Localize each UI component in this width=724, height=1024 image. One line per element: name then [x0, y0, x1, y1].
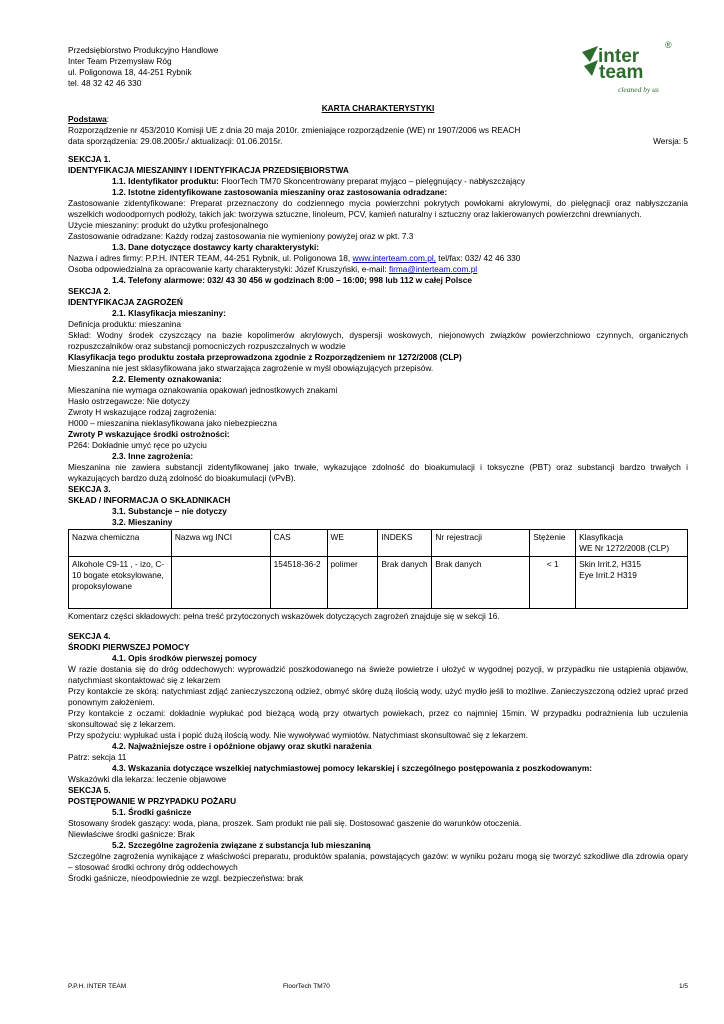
- subsection-1-4: 1.4. Telefony alarmowe: 032/ 43 30 456 w godzinach 8:00 – 16:00; 998 lub 112 w całej Polsce: [112, 275, 473, 285]
- subsection-1-2-label: 1.2. Istotne zidentyfikowane zastosowania mieszaniny oraz zastosowania odradzane:: [112, 187, 448, 197]
- basis-label: Podstawa: [68, 114, 107, 124]
- paragraph: Przy kontakcie z oczami: dokładnie wypłukać pod bieżącą wodą przy otwartych powiekach, przez co najmniej 15min. W przypadku podrażnienia lub uczulenia skonsultować się z lekarzem.: [68, 708, 688, 729]
- registered-mark: ®: [665, 40, 672, 50]
- logo-tagline: cleaned by us: [618, 85, 659, 94]
- paragraph: Hasło ostrzegawcze: Nie dotyczy: [68, 396, 190, 406]
- paragraph-bold: Zwroty P wskazujące środki ostrożności:: [68, 429, 230, 439]
- paragraph: Mieszanina nie wymaga oznakowania opakowań jednostkowych znakami: [68, 385, 338, 395]
- footer-company: P.P.H. INTER TEAM: [68, 983, 127, 990]
- table-header-row: [69, 530, 688, 557]
- basis-text: Rozporządzenie nr 453/2010 Komisji UE z dnia 20 maja 2010r. zmieniające rozporządzenie (WE) nr 1907/2006 ws REACH: [68, 125, 521, 135]
- text-span: Nazwa i adres firmy: P.P.H. INTER TEAM, 44-251 Rybnik, ul. Poligonowa 18,: [68, 253, 353, 263]
- section-2-title: IDENTYFIKACJA ZAGROŻEŃ: [68, 297, 183, 307]
- document-version: Wersja: 5: [653, 136, 688, 146]
- section-5-title: POSTĘPOWANIE W PRZYPADKU POŻARU: [68, 796, 237, 806]
- basis-heading: [68, 114, 688, 125]
- subsection-4-2-label: 4.2. Najważniejsze ostre i opóźnione objawy oraz skutki narażenia: [112, 741, 372, 751]
- subsection-4-3-label: 4.3. Wskazania dotyczące wszelkiej natychmiastowej pomocy lekarskiej i szczególnego postępowania z poszkodowanym:: [112, 763, 592, 773]
- paragraph: Środki gaśnicze, nieodpowiednie ze wzgl. bezpieczeństwa: brak: [68, 873, 304, 883]
- website-link[interactable]: www.interteam.com.pl,: [352, 253, 436, 263]
- company-address-block: [68, 45, 468, 89]
- subsection-4-1-label: 4.1. Opis środków pierwszej pomocy: [112, 653, 257, 663]
- section-3-heading: SEKCJA 3.: [68, 484, 111, 494]
- document-dates: data sporządzenia: 29.08.2005r./ aktualizacji: 01.06.2015r.: [68, 136, 283, 146]
- paragraph: Mieszanina nie zawiera substancji zidentyfikowanej jako trwałe, wykazujące zdolność do bioakumulacji i toksyczne (PBT) oraz substancji bardzo trwałych i wykazujących bardzo dużą zdolność do bioakumulacji (vPvB).: [68, 462, 688, 483]
- section-1-title: IDENTYFIKACJA MIESZANINY I IDENTYFIKACJA PRZEDSIĘBIORSTWA: [68, 165, 349, 175]
- supplier-address: [68, 253, 688, 264]
- paragraph: Zastosowanie odradzane: Każdy rodzaj zastosowania nie wymieniony powyżej oraz w pkt. 7.3: [68, 231, 414, 241]
- document-body: [68, 103, 688, 884]
- mixture-composition-table: [68, 529, 688, 609]
- paragraph: Stosowany środek gaszący: woda, piana, proszek. Sam produkt nie pali się. Dostosować gaszenie do warunków otoczenia.: [68, 818, 522, 828]
- section-1-heading: SEKCJA 1.: [68, 154, 111, 164]
- column-header: Nazwa chemiczna: [69, 530, 172, 557]
- section-2-heading: SEKCJA 2.: [68, 286, 111, 296]
- table-row: [69, 557, 688, 609]
- section-4-heading: SEKCJA 4.: [68, 631, 111, 641]
- paragraph: Skład: Wodny środek czyszczący na bazie kopolimerów akrylowych, dyspersji woskowych, niejonowych związków powierzchniowo czynnych, organicznych rozpuszczalników oraz substancji pomocniczych rozpuszczalnych w wodzie: [68, 330, 688, 351]
- table-cell: < 1: [530, 557, 576, 609]
- text-span: tel/fax: 032/ 42 46 330: [436, 253, 521, 263]
- subsection-1-3-label: 1.3. Dane dotyczące dostawcy karty charakterystyki:: [112, 242, 320, 252]
- table-cell: Brak danych: [378, 557, 432, 609]
- paragraph: Szczególne zagrożenia wynikające z właściwości preparatu, produktów spalania, powstających gazów: w wyniku pożaru mogą się tworzyć szkodliwe dla zdrowia opary – stosować środki ochrony dróg oddechowych: [68, 851, 688, 872]
- footer-page-number: 1/5: [678, 983, 688, 990]
- paragraph: Definicja produktu: mieszanina: [68, 319, 181, 329]
- paragraph: H000 – mieszanina nieklasyfikowana jako niebezpieczna: [68, 418, 277, 428]
- company-line: tel. 48 32 42 46 330: [68, 78, 142, 88]
- basis-colon: :: [106, 114, 110, 124]
- company-logo: [568, 32, 686, 102]
- column-header: Nr rejestracji: [432, 530, 530, 557]
- company-line: ul. Poligonowa 18, 44-251 Rybnik: [68, 67, 192, 77]
- column-header: Nazwa wg INCI: [171, 530, 270, 557]
- paragraph: Użycie mieszaniny: produkt do użytku profesjonalnego: [68, 220, 269, 230]
- table-cell: Alkohole C9-11 , - izo, C-10 bogate etoksylowane, propoksylowane: [69, 557, 172, 609]
- paragraph: Patrz: sekcja 11: [68, 752, 127, 762]
- logo-word-team: team: [599, 62, 644, 83]
- paragraph: Przy kontakcie ze skórą: natychmiast zdjąć zanieczyszczoną odzież, obmyć skórę dużą ilością wody, użyć mydło jeśli to możliwe. Zanieczyszczoną odzież uprać przed ponownym założeniem.: [68, 686, 688, 707]
- email-link[interactable]: firma@interteam.com.pl: [388, 264, 478, 274]
- table-cell: Brak danych: [432, 557, 530, 609]
- subsection-3-2: 3.2. Mieszaniny: [112, 517, 173, 527]
- logo-word-inter: inter: [598, 46, 640, 67]
- column-header: Klasyfikacja WE Nr 1272/2008 (CLP): [576, 530, 688, 557]
- subsection-5-2-label: 5.2. Szczególne zagrożenia związane z substancja lub mieszaniną: [112, 840, 371, 850]
- responsible-person: [68, 264, 688, 275]
- paragraph: Wskazówki dla lekarza: leczenie objawowe: [68, 774, 227, 784]
- subsection-5-1-label: 5.1. Środki gaśnicze: [112, 807, 192, 817]
- subsection-2-2-label: 2.2. Elementy oznakowania:: [112, 374, 222, 384]
- paragraph: Zwroty H wskazujące rodzaj zagrożenia:: [68, 407, 217, 417]
- column-header: Stężenie: [530, 530, 576, 557]
- column-header: CAS: [270, 530, 327, 557]
- text-span: Osoba odpowiedzialna za opracowanie karty charakterystyki: Józef Kruszyński, e-mail:: [68, 264, 389, 274]
- footer-product: FloorTech TM70: [283, 983, 330, 990]
- section-4-title: ŚRODKI PIERWSZEJ POMOCY: [68, 642, 190, 652]
- subsection-text: FloorTech TM70 Skoncentrowany preparat myjąco – pielęgnujący - nabłyszczający: [218, 176, 526, 186]
- components-comment: Komentarz części składowych: pełna treść przytoczonych wskazówek dotyczących zagrożeń znajduje się w sekcji 16.: [68, 611, 500, 621]
- table-cell: polimer: [327, 557, 378, 609]
- paragraph: Mieszanina nie jest sklasyfikowana jako stwarzająca zagrożenie w myśl obowiązujących przepisów.: [68, 363, 434, 373]
- column-header: INDEKS: [378, 530, 432, 557]
- table-cell: Skin Irrit.2, H315 Eye Irrit.2 H319: [576, 557, 688, 609]
- table-cell: 154518-36-2: [270, 557, 327, 609]
- document-title: KARTA CHARAKTERYSTYKI: [321, 103, 435, 113]
- section-5-heading: SEKCJA 5.: [68, 785, 111, 795]
- section-3-title: SKŁAD / INFORMACJA O SKŁADNIKACH: [68, 495, 231, 505]
- dates-row: [68, 136, 688, 147]
- column-header: WE: [327, 530, 378, 557]
- paragraph: W razie dostania się do dróg oddechowych: wyprowadzić poszkodowanego na świeże powietrze i ułożyć w wygodnej pozycji, w przypadku nie ustąpienia objawów, natychmiast skontaktować się z lekarzem: [68, 664, 688, 685]
- inter-team-logo-icon: [568, 32, 686, 102]
- subsection-1-1: [68, 176, 688, 187]
- paragraph: Niewłaściwe środki gaśnicze: Brak: [68, 829, 195, 839]
- paragraph: Zastosowanie zidentyfikowane: Preparat przeznaczony do codziennego mycia powierzchni pokrytych powłokami akrylowymi, do pielęgnacji oraz nabłyszczania wszelkich wodoodpornych podłoży, takich jak: tworzywa sztuczne, linoleum, PCV, kamień naturalny i sztuczny oraz lakierowanych powierzchni drewnianych.: [68, 198, 688, 219]
- subsection-label: 1.1. Identyfikator produktu:: [112, 176, 219, 186]
- paragraph: P264: Dokładnie umyć ręce po użyciu: [68, 440, 207, 450]
- company-line: Inter Team Przemysław Róg: [68, 56, 172, 66]
- subsection-2-1-label: 2.1. Klasyfikacja mieszaniny:: [112, 308, 226, 318]
- table-cell: [171, 557, 270, 609]
- company-line: Przedsiębiorstwo Produkcyjno Handlowe: [68, 45, 219, 55]
- paragraph-bold: Klasyfikacja tego produktu została przeprowadzona zgodnie z Rozporządzeniem nr 1272/2008 (CLP): [68, 352, 462, 362]
- paragraph: Przy spożyciu: wypłukać usta i popić dużą ilością wody. Nie wywoływać wymiotów. Natychmiast skonsultować się z lekarzem.: [68, 730, 529, 740]
- subsection-3-1: 3.1. Substancje – nie dotyczy: [112, 506, 227, 516]
- subsection-2-3-label: 2.3. Inne zagrożenia:: [112, 451, 194, 461]
